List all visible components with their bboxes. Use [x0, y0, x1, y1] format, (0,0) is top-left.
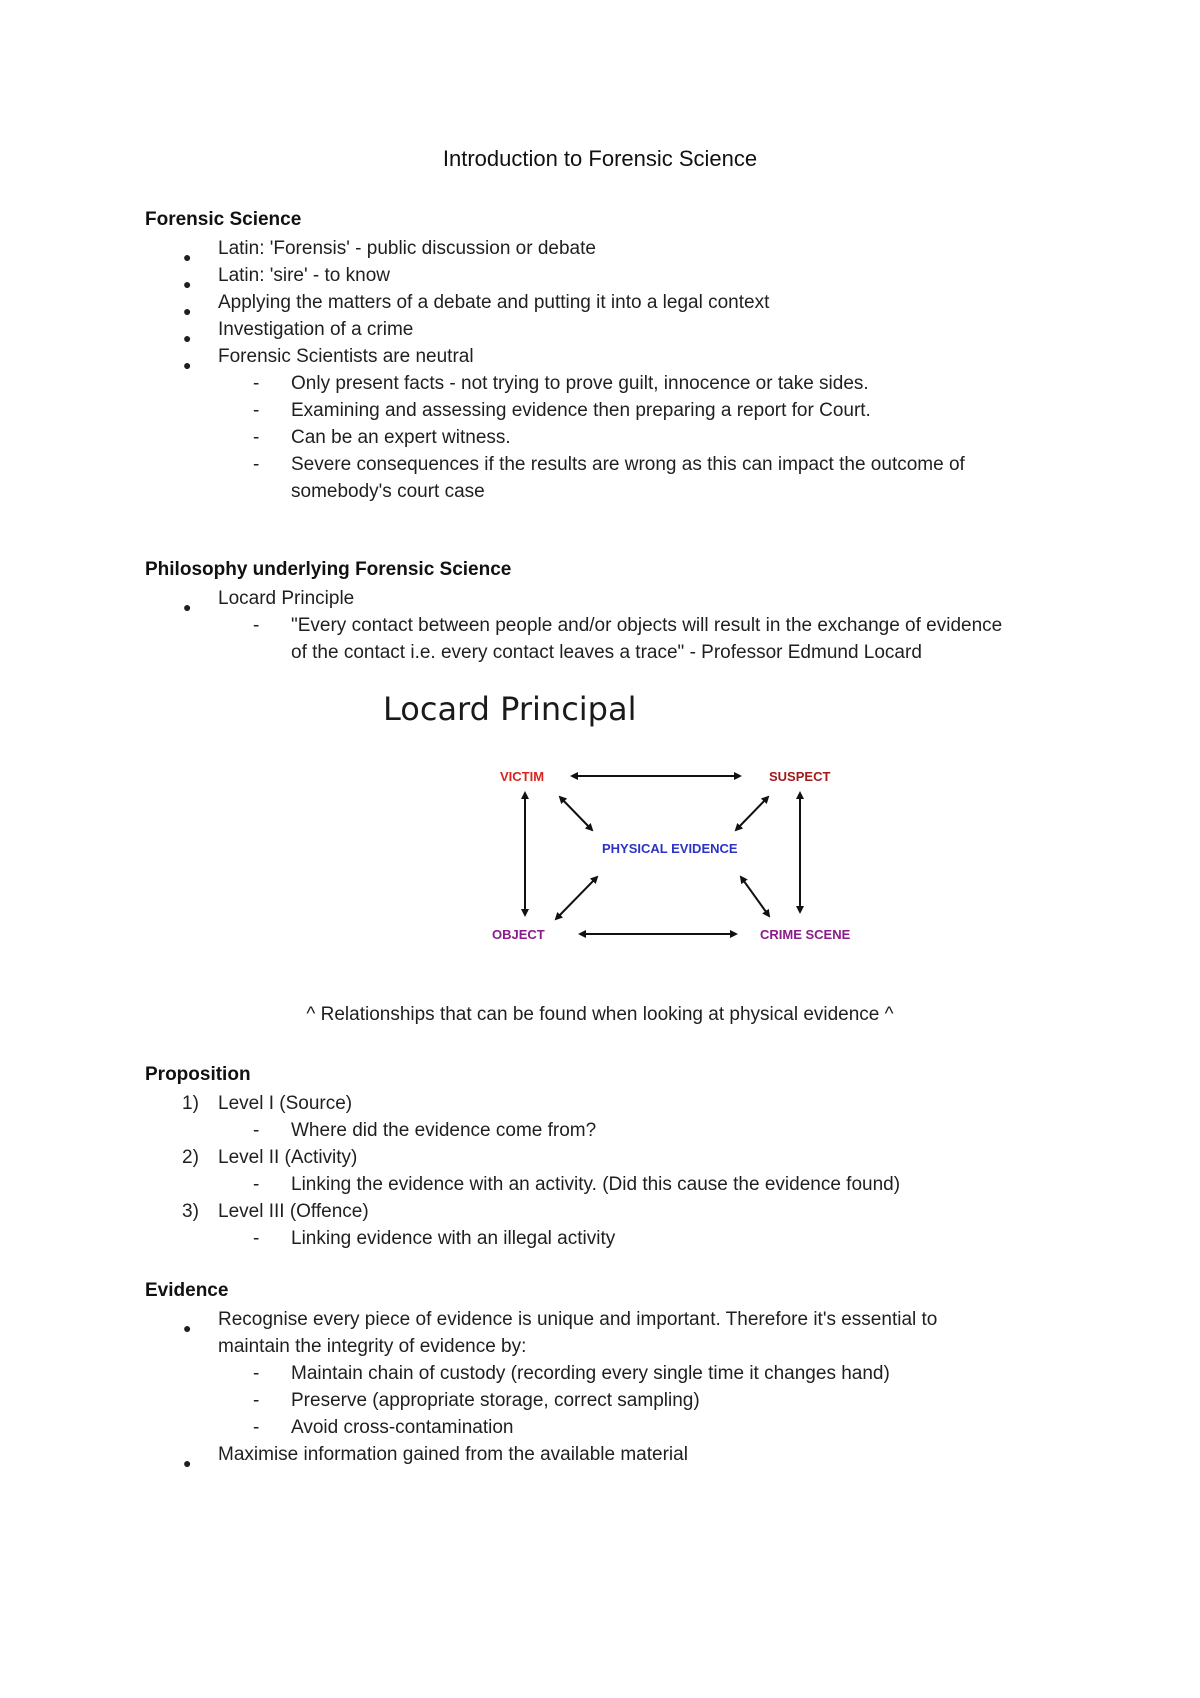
sub-list-item: Preserve (appropriate storage, correct sampling)	[291, 1390, 700, 1411]
diagram-caption: ^ Relationships that can be found when looking at physical evidence ^	[306, 1004, 894, 1025]
list-item: Level III (Offence)	[218, 1201, 369, 1222]
bullet-marker: ●	[183, 249, 192, 265]
dash-marker: -	[253, 454, 260, 475]
section-heading-forensic-science: Forensic Science	[145, 209, 302, 230]
dash-marker: -	[253, 427, 260, 448]
dash-marker: -	[253, 1120, 260, 1141]
list-item: Level II (Activity)	[218, 1147, 358, 1168]
node-suspect: SUSPECT	[769, 769, 831, 784]
bullet-marker: ●	[183, 276, 192, 292]
bullet-marker: ●	[183, 1455, 192, 1471]
section-heading-proposition: Proposition	[145, 1064, 251, 1085]
sub-list-item: Can be an expert witness.	[291, 427, 511, 448]
section-heading-evidence: Evidence	[145, 1280, 229, 1301]
list-item: Latin: 'sire' - to know	[218, 265, 390, 286]
dash-marker: -	[253, 615, 260, 636]
sub-list-item: Examining and assessing evidence then preparing a report for Court.	[291, 400, 871, 421]
quote-line-continued: of the contact i.e. every contact leaves a trace" - Professor Edmund Locard	[291, 642, 922, 663]
arrow-victim-evidence	[560, 797, 592, 830]
list-item-continued: maintain the integrity of evidence by:	[218, 1336, 527, 1357]
node-object: OBJECT	[492, 927, 545, 942]
page-title: Introduction to Forensic Science	[442, 146, 758, 171]
locard-diagram	[360, 680, 880, 950]
bullet-marker: ●	[183, 1320, 192, 1336]
list-item: Investigation of a crime	[218, 319, 414, 340]
dash-marker: -	[253, 1228, 260, 1249]
sub-list-item-continued: somebody's court case	[291, 481, 485, 502]
dash-marker: -	[253, 1174, 260, 1195]
list-number: 3)	[182, 1201, 199, 1222]
sub-list-item: Maintain chain of custody (recording every single time it changes hand)	[291, 1363, 890, 1384]
list-item: Forensic Scientists are neutral	[218, 346, 474, 367]
sub-list-item: Linking evidence with an illegal activity	[291, 1228, 616, 1249]
dash-marker: -	[253, 1363, 260, 1384]
sub-list-item: Linking the evidence with an activity. (Did this cause the evidence found)	[291, 1174, 901, 1195]
arrow-crime-scene-evidence	[741, 877, 769, 916]
bullet-marker: ●	[183, 330, 192, 346]
node-crime-scene: CRIME SCENE	[760, 927, 851, 942]
list-item: Recognise every piece of evidence is unique and important. Therefore it's essential to	[218, 1309, 938, 1330]
list-item: Maximise information gained from the available material	[218, 1444, 688, 1465]
sub-list-item: Only present facts - not trying to prove guilt, innocence or take sides.	[291, 373, 869, 394]
sub-list-item: Where did the evidence come from?	[291, 1120, 597, 1141]
dash-marker: -	[253, 400, 260, 421]
section-heading-philosophy: Philosophy underlying Forensic Science	[145, 559, 512, 580]
bullet-marker: ●	[183, 599, 192, 615]
node-physical-evidence: PHYSICAL EVIDENCE	[602, 841, 738, 856]
list-item: Applying the matters of a debate and putting it into a legal context	[218, 292, 770, 313]
list-item: Level I (Source)	[218, 1093, 353, 1114]
quote-line: "Every contact between people and/or objects will result in the exchange of evidence	[291, 615, 1003, 636]
list-number: 2)	[182, 1147, 199, 1168]
arrow-suspect-evidence	[736, 797, 768, 830]
list-number: 1)	[182, 1093, 199, 1114]
arrow-object-evidence	[556, 877, 597, 919]
dash-marker: -	[253, 1390, 260, 1411]
sub-list-item: Severe consequences if the results are wrong as this can impact the outcome of	[291, 454, 965, 475]
list-item: Latin: 'Forensis' - public discussion or debate	[218, 238, 596, 259]
dash-marker: -	[253, 1417, 260, 1438]
bullet-marker: ●	[183, 357, 192, 373]
list-item: Locard Principle	[218, 588, 355, 609]
sub-list-item: Avoid cross-contamination	[291, 1417, 514, 1438]
node-victim: VICTIM	[500, 769, 545, 784]
dash-marker: -	[253, 373, 260, 394]
diagram-title: Locard Principal	[383, 690, 637, 728]
bullet-marker: ●	[183, 303, 192, 319]
